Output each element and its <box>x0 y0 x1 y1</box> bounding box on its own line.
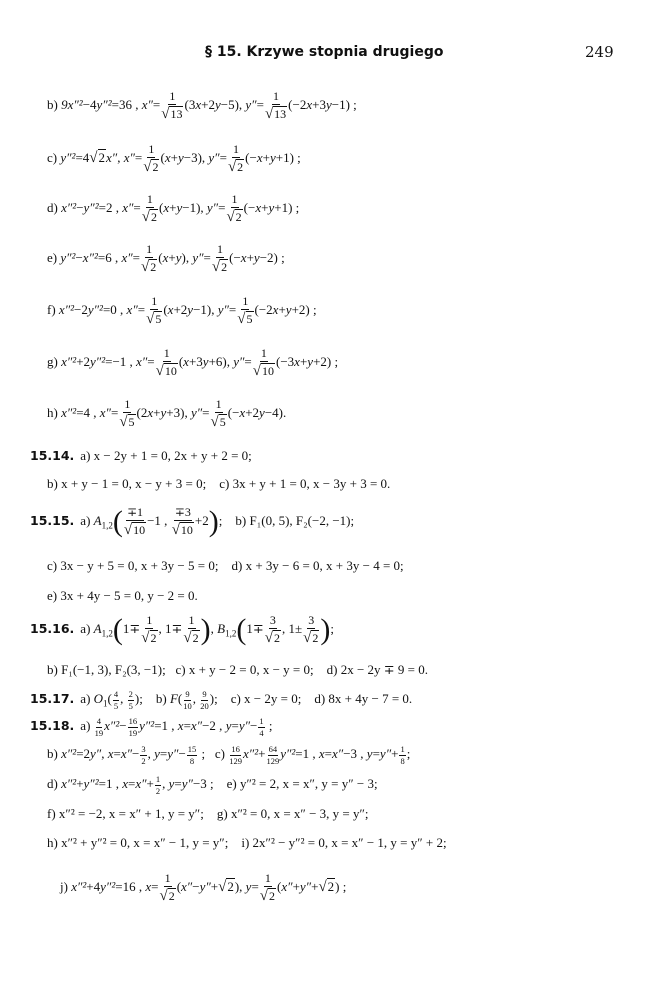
problem-15-18-de: d) x″²+y″²=1 , x=x″+ $\frac{1}{2}$ , y=y″−3 ; e) y″² = 2, x = x″, y = y″ − 3; <box>47 774 378 796</box>
problem-15-16-bcd: b) F₁(−1, 3), F₂(3, −1); c) x + y − 2 = 0, x − y = 0; d) 2x − 2y ∓ 9 = 0. <box>47 662 429 677</box>
problem-15-15-e: e) 3x + 4y − 5 = 0, y − 2 = 0. <box>47 588 198 603</box>
answer-line-g: g) x″²+2y″²=−1 , x″= $\frac{1}{√10}$ (x+3y+6), y″= $\frac{1}{√10}$ (−3x+y+2) ; <box>47 346 339 379</box>
problem-15-18-hi: h) x″² + y″² = 0, x = x″ − 1, y = y″; i) 2x″² − y″² = 0, x = x″ − 1, y = y″ + 2; <box>47 835 447 850</box>
answer-line-d: d) x″²−y″²=2 , x″= $\frac{1}{√2}$ (x+y−1), y″= $\frac{1}{√2}$ (−x+y+1) ; <box>47 192 300 225</box>
problem-15-15-ab: 15.15. a) $A_{1,2}$( $\frac{\mp 1}{√10}$ −1 , $\frac{\mp 3}{√10}$ +2); b) F₁(0, 5), F₂(−2, −1); <box>30 505 355 538</box>
problem-15-17: 15.17. a) $O_1$( $\frac{4}{5}$ , $\frac{2}{5}$ ); b) F( $\frac{9}{10}$ , $\frac{9}{20}$ ); c) x − 2y = 0; d) 8x + 4y − 7 = 0. <box>30 689 413 711</box>
answer-line-c: c) y″²=4√2x″, x″= $\frac{1}{√2}$ (x+y−3), y″= $\frac{1}{√2}$ (−x+y+1) ; <box>47 142 301 175</box>
answer-line-f: f) x″²−2y″²=0 , x″= $\frac{1}{√5}$ (x+2y−1), y″= $\frac{1}{√5}$ (−2x+y+2) ; <box>47 294 317 327</box>
problem-15-15-cd: c) 3x − y + 5 = 0, x + 3y − 5 = 0; d) x + 3y − 6 = 0, x + 3y − 4 = 0; <box>47 558 404 573</box>
page-number: 249 <box>585 43 614 61</box>
problem-15-18-fg: f) x″² = −2, x = x″ + 1, y = y″; g) x″² = 0, x = x″ − 3, y = y″; <box>47 806 369 821</box>
problem-15-18-a: 15.18. a) $\frac{4}{19}$ x″²− $\frac{16}{19}$ y″²=1 , x=x″−2 , y=y″− $\frac{1}{4}$ ; <box>30 716 273 738</box>
problem-15-14-a: 15.14. a) x − 2y + 1 = 0, 2x + y + 2 = 0; <box>30 448 252 463</box>
answer-line-e: e) y″²−x″²=6 , x″= $\frac{1}{√2}$ (x+y), y″= $\frac{1}{√2}$ (−x+y−2) ; <box>47 242 285 275</box>
answer-line-h: h) x″²=4 , x″= $\frac{1}{√5}$ (2x+y+3), y″= $\frac{1}{√5}$ (−x+2y−4). <box>47 397 287 430</box>
problem-15-18-bc: b) x″²=2y″, x=x″− $\frac{3}{2}$ , y=y″− $\frac{15}{8}$ ; c) $\frac{16}{129}$ x″²+ $\frac{64}{129}$ y″²=1 , x=x″−3 , y=y″+ $\frac{1}{8}$ ; <box>47 744 411 766</box>
problem-15-18-j: j) x″²+4y″²=16 , x= $\frac{1}{√2}$ (x″−y″+√2), y= $\frac{1}{√2}$ (x″+y″+√2) ; <box>60 871 347 904</box>
problem-15-14-bc: b) x + y − 1 = 0, x − y + 3 = 0; c) 3x + y + 1 = 0, x − 3y + 3 = 0. <box>47 476 391 491</box>
problem-15-16-a: 15.16. a) $A_{1,2}(1\mp$ $\frac{1}{√2}$ , 1∓ $\frac{1}{√2}$ ), $B_{1,2}(1\mp$ $\frac{3}{√2}$ , 1± $\frac{3}{√2}$ ); <box>30 613 334 646</box>
section-header: § 15. Krzywe stopnia drugiego <box>205 44 444 60</box>
answer-line-b: b) 9x″²−4y″²=36 , x″= $\frac{1}{√13}$ (3x+2y−5), y″= $\frac{1}{√13}$ (−2x+3y−1) ; <box>47 89 357 122</box>
